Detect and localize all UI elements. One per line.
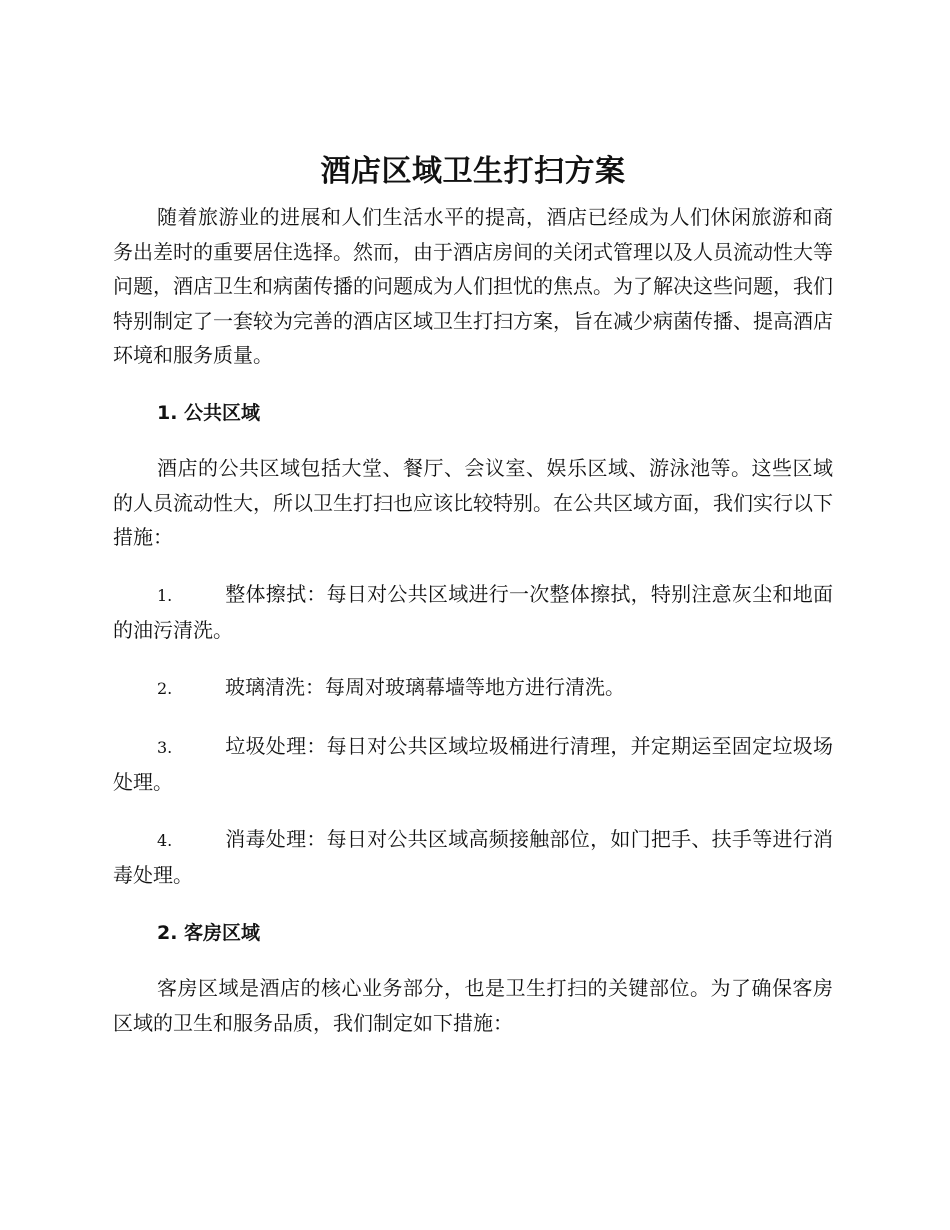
list-item-number: 2. <box>157 678 173 698</box>
list-item-paragraph <box>113 729 833 800</box>
list-item-text: 玻璃清洗：每周对玻璃幕墙等地方进行清洗。 <box>225 674 625 699</box>
section-heading-public-area: 1. 公共区域 <box>157 401 261 424</box>
list-item-number: 3. <box>157 737 173 757</box>
section-heading-guest-room-area: 2. 客房区域 <box>157 921 261 944</box>
list-item <box>113 670 833 707</box>
list-item-number: 4. <box>157 830 173 850</box>
list-item-paragraph <box>113 670 833 707</box>
list-item-text: 整体擦拭：每日对公共区域进行一次整体擦拭，特别注意灰尘和地面的油污清洗。 <box>113 581 833 643</box>
list-item-paragraph <box>113 577 833 648</box>
section-body-guest-room-area: 客房区域是酒店的核心业务部分，也是卫生打扫的关键部位。为了确保客房区域的卫生和服务品质，我们制定如下措施： <box>113 975 833 1035</box>
list-item-text: 消毒处理：每日对公共区域高频接触部位，如门把手、扶手等进行消毒处理。 <box>113 826 833 888</box>
list-item-number: 1. <box>157 585 173 605</box>
list-item-paragraph <box>113 822 833 893</box>
document-content <box>113 148 833 1040</box>
list-item <box>113 577 833 648</box>
list-item <box>113 729 833 800</box>
section-body-public-area: 酒店的公共区域包括大堂、餐厅、会议室、娱乐区域、游泳池等。这些区域的人员流动性大，所以卫生打扫也应该比较特别。在公共区域方面，我们实行以下措施： <box>113 455 833 550</box>
document-title: 酒店区域卫生打扫方案 <box>320 154 626 189</box>
list-item-text: 垃圾处理：每日对公共区域垃圾桶进行清理，并定期运至固定垃圾场处理。 <box>113 733 833 795</box>
list-item <box>113 822 833 893</box>
intro-paragraph: 随着旅游业的进展和人们生活水平的提高，酒店已经成为人们休闲旅游和商务出差时的重要居住选择。然而，由于酒店房间的关闭式管理以及人员流动性大等问题，酒店卫生和病菌传播的问题成为人们担忧的焦点。为了解决这些问题，我们特别制定了一套较为完善的酒店区域卫生打扫方案，旨在减少病菌传播、提高酒店环境和服务质量。 <box>113 205 833 368</box>
